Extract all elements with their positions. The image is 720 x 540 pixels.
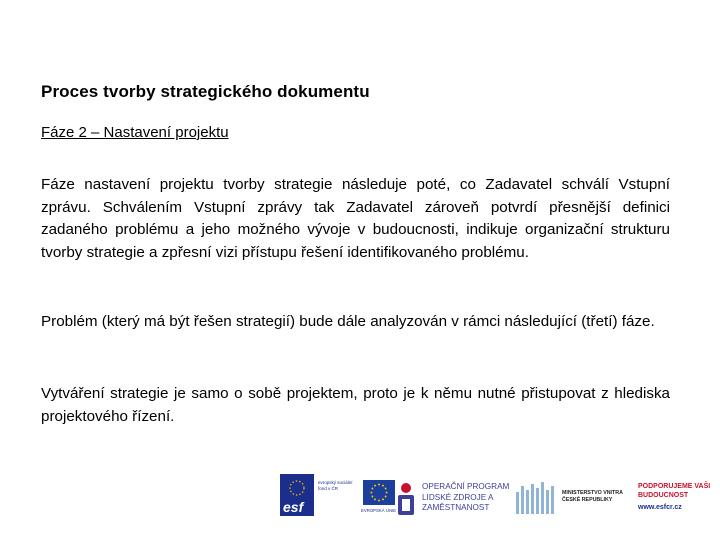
op-lzz-text: OPERAČNÍ PROGRAM LIDSKÉ ZDROJE A ZAMĚSTNANOST	[422, 482, 510, 512]
section-subtitle: Fáze 2 – Nastavení projektu	[41, 124, 229, 141]
svg-text:esf: esf	[283, 499, 304, 515]
esf-url[interactable]: www.esfcr.cz	[638, 504, 682, 511]
esf-logo	[280, 474, 314, 516]
podporujeme-text: PODPORUJEME VAŠI BUDOUCNOST	[638, 483, 711, 499]
eu-caption: EVROPSKÁ UNIE	[361, 508, 397, 513]
logo-bar	[278, 474, 718, 524]
esf-caption: evropský sociální fond v ČR	[318, 480, 353, 491]
ministry-text: MINISTERSTVO VNITRA ČESKÉ REPUBLIKY	[562, 490, 623, 503]
ministry-logo-icon	[515, 480, 555, 516]
paragraph-2: Problém (který má být řešen strategií) bude dále analyzován v rámci následující (třetí) fáze.	[41, 313, 655, 330]
page-title: Proces tvorby strategického dokumentu	[41, 82, 370, 101]
paragraph-1: Fáze nastavení projektu tvorby strategie následuje poté, co Zadavatel schválí Vstupní zprávu. Schválením Vstupní zprávy tak Zadavatel zároveň potvrdí přesnější definici zadaného problému a jeho možného vývoje v budoucnosti, indikuje organizační strukturu tvorby strategie a zpřesní vizi přístupu řešení identifikovaného problému.	[41, 176, 670, 261]
op-lzz-icon	[396, 482, 416, 518]
eu-flag-icon	[363, 480, 395, 505]
paragraph-3: Vytváření strategie je samo o sobě projektem, proto je k němu nutné přistupovat z hlediska projektového řízení.	[41, 385, 670, 425]
